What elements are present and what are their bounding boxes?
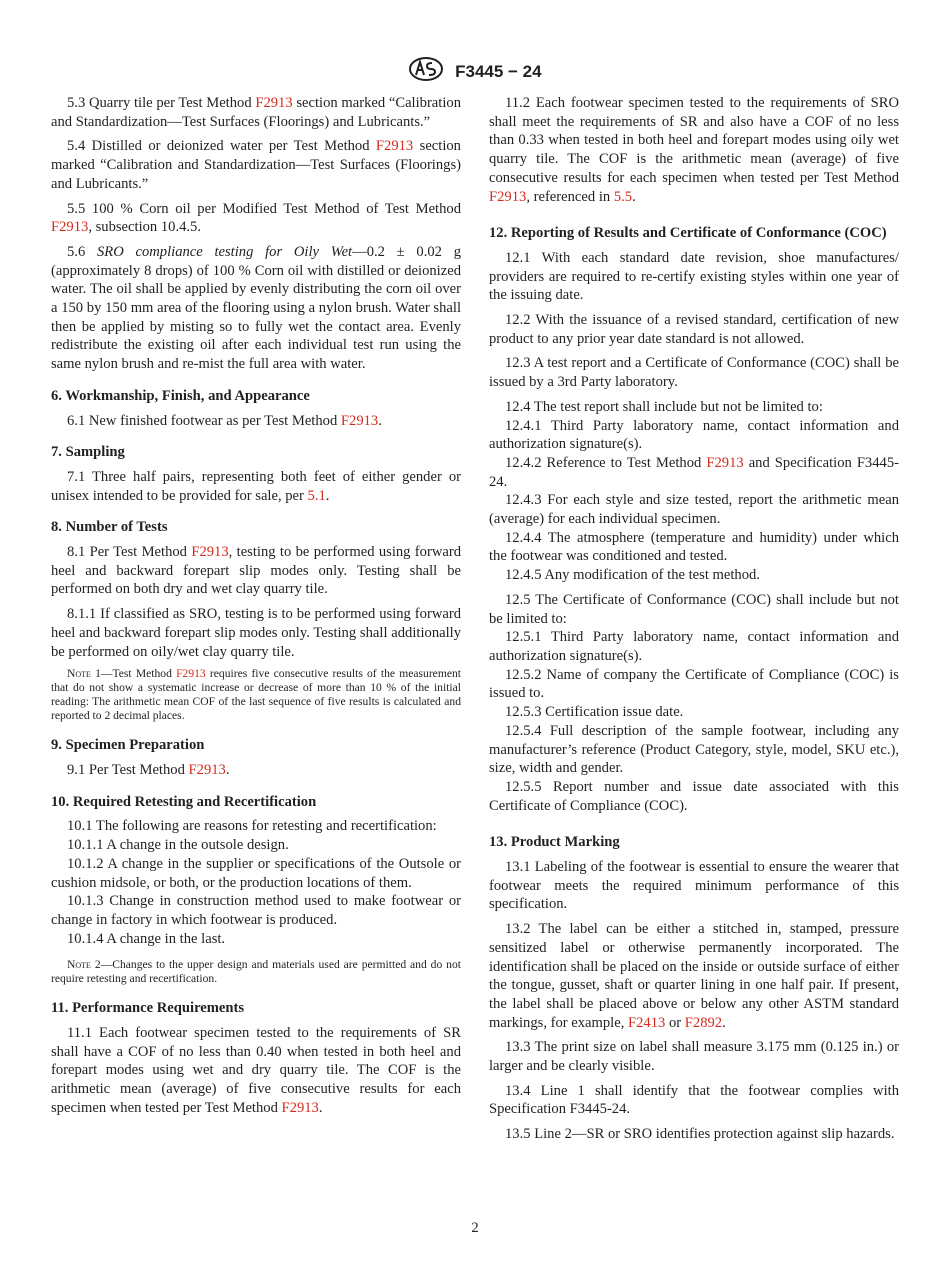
section-12-4: 12.4 The test report shall include but not be limited to: bbox=[505, 398, 823, 415]
section-12-5-4: 12.5.4 Full description of the sample footwear, including any manufacturer’s reference (Product Category, style, model, SKU etc.), size, width and gender. bbox=[489, 722, 899, 777]
link-f2413[interactable]: F2413 bbox=[628, 1014, 666, 1031]
link-f2913[interactable]: F2913 bbox=[188, 761, 226, 778]
section-11-1: 11.1 Each footwear specimen tested to the requirements of SR shall have a COF of no less than 0.40 when tested in both heel and forepart modes using wet and dry quarry tile. The COF is the arithmetic mean (average) of five consecutive results for each specimen when tested per Test Method F2913. bbox=[51, 1025, 461, 1116]
link-f2913[interactable]: F2913 bbox=[191, 544, 229, 561]
left-column bbox=[51, 94, 461, 1124]
section-5-5: 5.5 100 % Corn oil per Modified Test Method of Test Method F2913, subsection 10.4.5. bbox=[51, 200, 461, 236]
section-9-1: 9.1 Per Test Method F2913. bbox=[67, 761, 230, 778]
link-f2892[interactable]: F2892 bbox=[684, 1014, 723, 1031]
heading-13: 13. Product Marking bbox=[489, 834, 620, 851]
section-13-4: 13.4 Line 1 shall identify that the footwear complies with Specification F3445-24. bbox=[489, 1082, 899, 1118]
link-f2913[interactable]: F2913 bbox=[706, 454, 744, 471]
link-5-5[interactable]: 5.5 bbox=[613, 188, 633, 205]
link-f2913[interactable]: F2913 bbox=[176, 667, 206, 681]
section-12-3: 12.3 A test report and a Certificate of Conformance (COC) shall be issued by a 3rd Party laboratory. bbox=[489, 355, 899, 391]
section-10-1-4: 10.1.4 A change in the last. bbox=[67, 930, 226, 947]
section-12-5-2: 12.5.2 Name of company the Certificate of Compliance (COC) is issued to. bbox=[489, 666, 899, 702]
section-12-4-2: 12.4.2 Reference to Test Method F2913 and Specification F3445-24. bbox=[489, 454, 899, 490]
heading-7: 7. Sampling bbox=[51, 444, 125, 461]
section-10-1-1: 10.1.1 A change in the outsole design. bbox=[67, 837, 289, 854]
right-column bbox=[489, 94, 899, 1150]
section-6-1: 6.1 New finished footwear as per Test Method F2913. bbox=[67, 412, 382, 429]
page-number: 2 bbox=[471, 1220, 479, 1236]
heading-10: 10. Required Retesting and Recertification bbox=[51, 793, 317, 810]
section-12-5-1: 12.5.1 Third Party laboratory name, contact information and authorization signature(s). bbox=[489, 629, 899, 664]
section-12-1: 12.1 With each standard date revision, shoe manufactures/ providers are required to re-certify existing styles within one year of the issuing date. bbox=[489, 249, 899, 304]
section-11-2: 11.2 Each footwear specimen tested to the requirements of SRO shall meet the requirements of SR and also have a COF of no less than 0.33 when tested in both heel and forepart modes using oily wet quarry tile. The COF is the arithmetic mean (average) of five consecutive results for each specimen when tested per Test Method F2913, referenced in 5.5. bbox=[489, 95, 899, 205]
section-13-1: 13.1 Labeling of the footwear is essential to ensure the wearer that footwear meets the required minimum performance of this specification. bbox=[489, 859, 899, 913]
link-f2913[interactable]: F2913 bbox=[489, 188, 527, 205]
document-designation: F3445 − 24 bbox=[455, 61, 542, 81]
section-12-2: 12.2 With the issuance of a revised standard, certification of new product to any prior year date standard is not allowed. bbox=[489, 312, 899, 347]
section-5-4: 5.4 Distilled or deionized water per Test Method F2913 section marked “Calibration and Standardization—Test Surfaces (Floorings) and Lubricants.” bbox=[51, 138, 461, 192]
section-12-5-5: 12.5.5 Report number and issue date associated with this Certificate of Compliance (COC). bbox=[489, 778, 899, 814]
section-10-1: 10.1 The following are reasons for retesting and recertification: bbox=[67, 818, 437, 835]
section-7-1: 7.1 Three half pairs, representing both feet of either gender or unisex intended to be provided for sale, per 5.1. bbox=[51, 468, 461, 504]
heading-8: 8. Number of Tests bbox=[51, 519, 168, 536]
section-12-4-3: 12.4.3 For each style and size tested, report the arithmetic mean (average) for each individual specimen. bbox=[489, 492, 899, 528]
section-10-1-2: 10.1.2 A change in the supplier or specifications of the Outsole or cushion midsole, or both, or the production locations of them. bbox=[51, 855, 461, 891]
page-header bbox=[0, 56, 950, 87]
section-12-4-4: 12.4.4 The atmosphere (temperature and humidity) under which the footwear was conditioned and tested. bbox=[489, 529, 899, 565]
astm-logo-icon bbox=[408, 56, 444, 87]
section-5-3: 5.3 Quarry tile per Test Method F2913 section marked “Calibration and Standardization—Test Surfaces (Floorings) and Lubricants.” bbox=[51, 95, 461, 130]
link-f2913[interactable]: F2913 bbox=[340, 412, 379, 429]
section-10-1-3: 10.1.3 Change in construction method used to make footwear or change in factory in which footwear is produced. bbox=[51, 893, 461, 928]
section-13-3: 13.3 The print size on label shall measure 3.175 mm (0.125 in.) or larger and be clearly visible. bbox=[489, 1039, 899, 1075]
section-5-6: 5.6 SRO compliance testing for Oily Wet—0.2 ± 0.02 g (approximately 8 drops) of 100 % Corn oil with distilled or deionized water. The oil shall be applied by evenly distributing the corn oil over a 150 by 150 mm area of the flooring using a nylon brush. Water shall then be applied by misting so to fully wet the contact area. Evenly redistribute the existing oil after each individual test run using the same nylon brush and re-mist the full area with water. bbox=[51, 243, 461, 373]
link-f2913[interactable]: F2913 bbox=[375, 138, 414, 155]
link-f2913[interactable]: F2913 bbox=[51, 219, 89, 236]
link-5-1[interactable]: 5.1 bbox=[307, 487, 326, 504]
note-2: Note 2—Changes to the upper design and materials used are permitted and do not require retesting and recertification. bbox=[51, 958, 461, 986]
note-1: Note 1—Test Method F2913 requires five consecutive results of the measurement that do not show a systematic increase or decrease of more than 10 % of the initial reading: The arithmetic mean COF of the last sequence of five results is calculated and reported to 2 decimal places. bbox=[51, 667, 462, 723]
heading-6: 6. Workmanship, Finish, and Appearance bbox=[51, 387, 310, 404]
section-12-5-3: 12.5.3 Certification issue date. bbox=[505, 704, 684, 721]
link-f2913[interactable]: F2913 bbox=[281, 1099, 319, 1116]
heading-9: 9. Specimen Preparation bbox=[51, 737, 205, 754]
section-12-4-5: 12.4.5 Any modification of the test method. bbox=[505, 567, 760, 584]
section-8-1-1: 8.1.1 If classified as SRO, testing is to be performed using forward heel and backward forepart slip modes only. Testing shall additionally be performed on oily/wet clay quarry tile. bbox=[51, 606, 461, 660]
section-8-1: 8.1 Per Test Method F2913, testing to be performed using forward heel and backward forepart slip modes only. Testing shall be performed on both dry and wet clay quarry tile. bbox=[51, 544, 462, 598]
heading-11: 11. Performance Requirements bbox=[51, 1000, 245, 1017]
section-12-4-1: 12.4.1 Third Party laboratory name, contact information and authorization signature(s). bbox=[489, 417, 899, 453]
heading-12: 12. Reporting of Results and Certificate of Conformance (COC) bbox=[489, 225, 887, 242]
section-13-5: 13.5 Line 2—SR or SRO identifies protection against slip hazards. bbox=[505, 1126, 895, 1143]
section-13-2: 13.2 The label can be either a stitched in, stamped, pressure sensitized label or otherwise permanently incorporated. The identification shall be placed on the inside or outside surface of either the tongue, gusset, shaft or quarter lining in one half pair. If present, the label shall be placed above or below any other ASTM standard markings, for example, F2413 or F2892. bbox=[489, 921, 899, 1031]
section-12-5: 12.5 The Certificate of Conformance (COC) shall include but not be limited to: bbox=[489, 591, 899, 627]
link-f2913[interactable]: F2913 bbox=[255, 95, 293, 111]
